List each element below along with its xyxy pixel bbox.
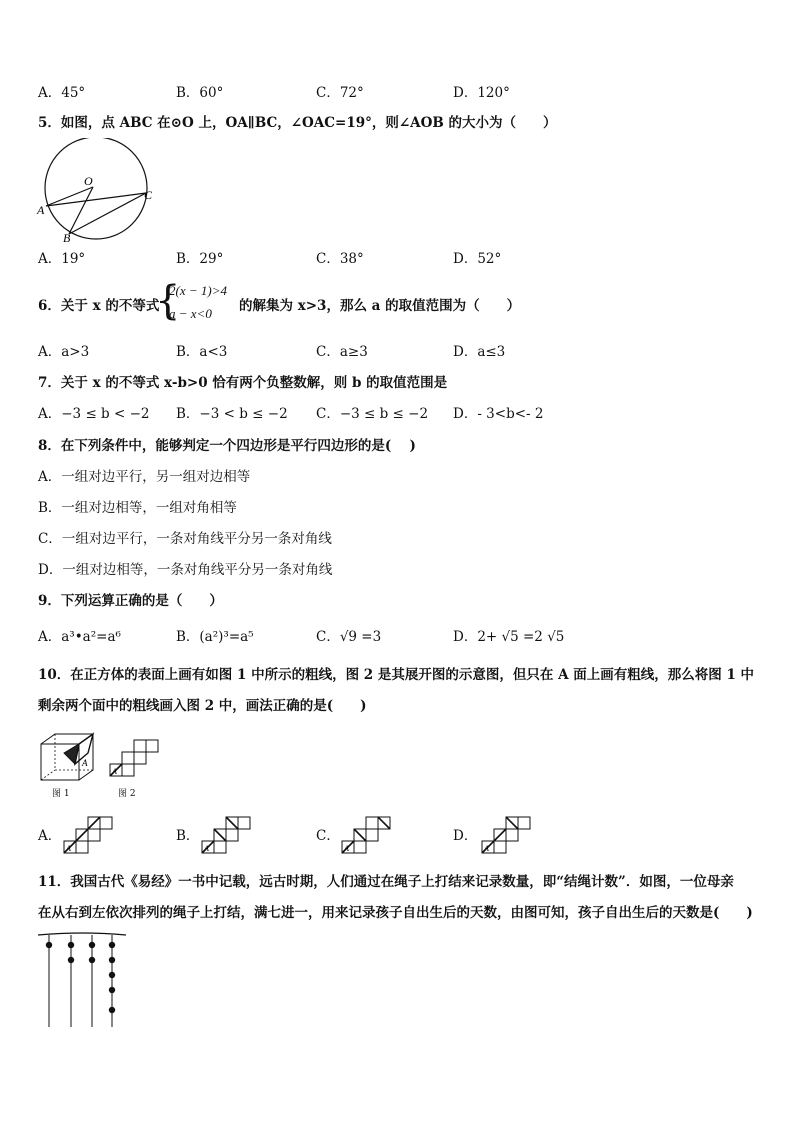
q10-option-a: A． (38, 828, 62, 844)
cube-face-label: A (82, 758, 88, 768)
q10-option-c-net (340, 815, 392, 855)
q6-option-a: A．a>3 (38, 344, 90, 360)
q10-fig2-caption: 图 2 (118, 789, 136, 799)
q8-option-a: A．一组对边平行，另一组对边相等 (38, 469, 251, 485)
knot (68, 942, 74, 948)
q4-option-b: B．60° (176, 85, 224, 101)
q5-option-b: B．29° (176, 251, 224, 267)
q6-system-line2: a − x<0 (169, 306, 212, 321)
rope-bar (38, 933, 126, 935)
knot (109, 957, 115, 963)
svg-text:A: A (204, 844, 209, 853)
label-b: B (63, 231, 71, 244)
q10-option-d-net (480, 815, 532, 855)
q7-option-b: B．−3 < b ≤ −2 (176, 406, 288, 422)
q10-option-a-net (62, 815, 114, 855)
q10-stem-line2: 剩余两个面中的粗线画入图 2 中，画法正确的是( ) (38, 698, 367, 714)
q7-option-d: D．- 3<b<- 2 (453, 406, 544, 422)
q5-option-c: C．38° (316, 251, 364, 267)
q8-option-c: C．一组对边平行，一条对角线平分另一条对角线 (38, 531, 332, 547)
q5-circle-figure (36, 138, 158, 244)
q11-stem-line2: 在从右到左依次排列的绳子上打结，满七进一，用来记录孩子自出生后的天数，由图可知，孩子自出生后的天数是( ) (38, 905, 753, 921)
q10-option-b-net (200, 815, 252, 855)
q9-stem: 9．下列运算正确的是（ ） (38, 593, 223, 609)
q10-option-d: D． (453, 828, 478, 844)
q7-option-a: A．−3 ≤ b < −2 (38, 406, 150, 422)
q11-stem-line1: 11．我国古代《易经》一书中记载，远古时期，人们通过在绳子上打结来记录数量，即“结绳计数”．如图，一位母亲 (38, 874, 734, 890)
q6-option-c: C．a≥3 (316, 344, 368, 360)
q10-stem-line1: 10．在正方体的表面上画有如图 1 中所示的粗线，图 2 是其展开图的示意图，但只在 A 面上画有粗线，那么将图 1 中 (38, 667, 755, 683)
svg-text:A: A (484, 844, 489, 853)
knot (109, 942, 115, 948)
q9-option-a: A．a³•a²=a⁶ (38, 629, 121, 645)
q6-stem-after: 的解集为 x>3，那么 a 的取值范围为（ ） (239, 298, 521, 314)
q10-option-b: B． (176, 828, 200, 844)
knot (89, 942, 95, 948)
q4-option-a: A．45° (38, 85, 86, 101)
q9-option-b: B．(a²)³=a⁵ (176, 629, 254, 645)
q9-option-d: D．2+ √5 =2 √5 (453, 629, 565, 645)
label-c: C (144, 188, 153, 202)
q7-option-c: C．−3 ≤ b ≤ −2 (316, 406, 429, 422)
brace-icon: { (155, 278, 181, 324)
q8-option-d: D．一组对边相等，一条对角线平分另一条对角线 (38, 562, 333, 578)
q5-option-a: A．19° (38, 251, 86, 267)
q6-option-d: D．a≤3 (453, 344, 506, 360)
knot (68, 957, 74, 963)
q6-system-line1: 2(x − 1)>4 (169, 283, 227, 298)
q10-net-figure (108, 738, 160, 778)
q5-stem: 5．如图，点 ABC 在⊙O 上，OA∥BC，∠OAC=19°，则∠AOB 的大小为（ ） (38, 115, 557, 131)
q5-option-d: D．52° (453, 251, 502, 267)
svg-text:A: A (344, 844, 349, 853)
knot (109, 987, 115, 993)
q8-stem: 8．在下列条件中，能够判定一个四边形是平行四边形的是( ) (38, 438, 416, 454)
q10-cube-figure (38, 731, 98, 783)
q11-knotted-rope-figure (36, 930, 130, 1030)
q10-option-c: C． (316, 828, 340, 844)
circle-o (45, 138, 147, 239)
segment-bc (69, 193, 146, 234)
q6-stem-before: 6．关于 x 的不等式 (38, 298, 160, 314)
knot (46, 942, 52, 948)
q10-fig1-caption: 图 1 (52, 789, 70, 799)
label-o: O (84, 174, 93, 188)
knot (109, 972, 115, 978)
label-a: A (37, 203, 45, 217)
q4-option-d: D．120° (453, 85, 510, 101)
q9-option-c: C．√9 =3 (316, 629, 382, 645)
q6-option-b: B．a<3 (176, 344, 228, 360)
knot (109, 1007, 115, 1013)
q4-option-c: C．72° (316, 85, 364, 101)
knot (89, 957, 95, 963)
net-face-label: A (112, 767, 117, 776)
q8-option-b: B．一组对边相等，一组对角相等 (38, 500, 237, 516)
q7-stem: 7．关于 x 的不等式 x-b>0 恰有两个负整数解，则 b 的取值范围是 (38, 375, 448, 391)
svg-text:A: A (66, 844, 71, 853)
